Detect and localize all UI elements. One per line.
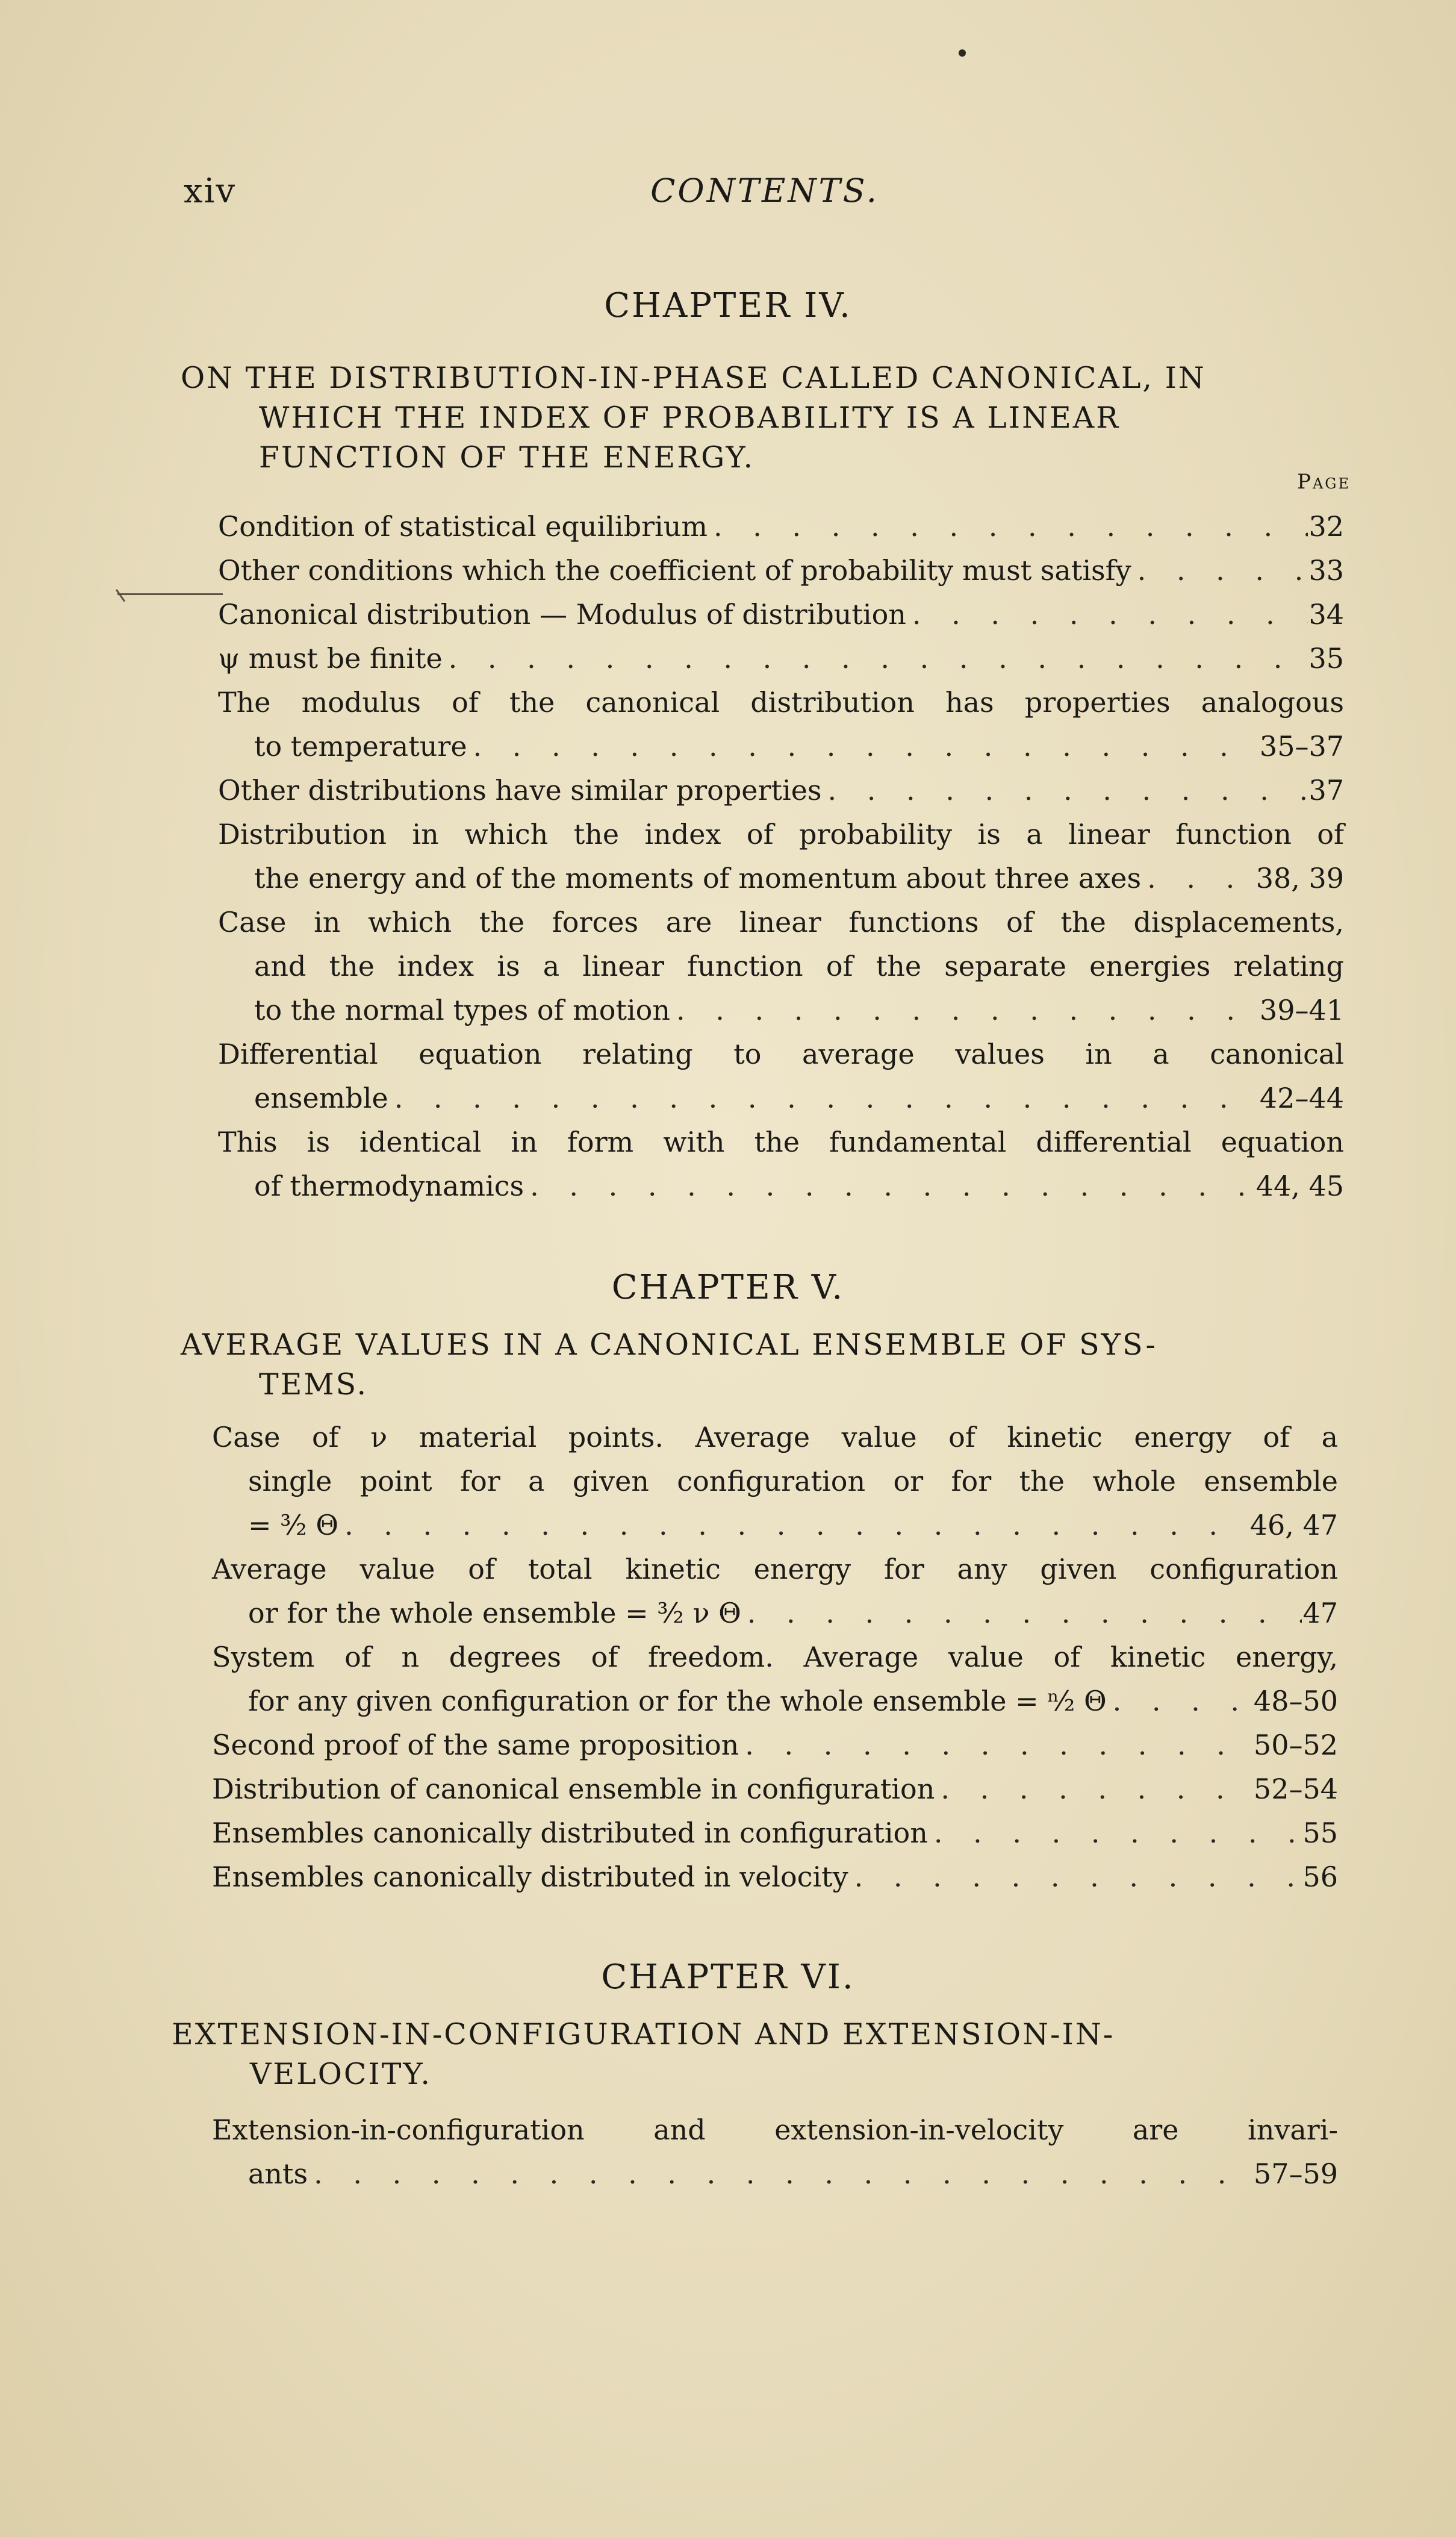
toc-page-reference: 55 <box>1302 1817 1338 1849</box>
toc-page-reference: 52–54 <box>1253 1773 1338 1805</box>
toc-entry <box>218 769 1344 813</box>
toc-entry-line <box>212 1591 1338 1635</box>
chapter-4-entries <box>218 505 1344 1208</box>
toc-entry-line <box>218 505 1344 549</box>
toc-entry-line <box>218 637 1344 681</box>
toc-entry-text: Average value of total kinetic energy for any given configuration <box>212 1553 1338 1585</box>
toc-entry-text: Ensembles canonically distributed in configuration <box>212 1817 928 1849</box>
dot-leaders <box>1141 857 1256 900</box>
dot-leaders <box>338 1503 1250 1547</box>
toc-page-reference: 48–50 <box>1253 1685 1338 1717</box>
dot-leaders <box>1107 1679 1254 1723</box>
toc-entry-text: This is identical in form with the fundamental differential equation <box>218 1126 1344 1158</box>
toc-entry-text: the energy and of the moments of momentum about three axes <box>254 862 1142 894</box>
toc-entry-line <box>212 1459 1338 1503</box>
dot-leaders <box>308 2152 1254 2196</box>
dot-leaders <box>848 1855 1302 1899</box>
chapter-4-title-line: FUNCTION OF THE ENERGY. <box>259 440 755 475</box>
toc-entry-line <box>212 2152 1338 2196</box>
toc-page-reference: 44, 45 <box>1255 1170 1344 1202</box>
chapter-5-title-line: AVERAGE VALUES IN A CANONICAL ENSEMBLE OF SYS- <box>181 1328 1157 1362</box>
toc-entry-line <box>218 681 1344 725</box>
toc-entry <box>212 1415 1338 1547</box>
toc-entry <box>212 1723 1338 1767</box>
toc-page-reference: 32 <box>1308 510 1344 543</box>
toc-entry-text: for any given configuration or for the whole ensemble = ⁿ⁄₂ Θ <box>248 1685 1107 1717</box>
chapter-6-title-line: VELOCITY. <box>250 2057 432 2091</box>
toc-entry-text: Case of ν material points. Average value of kinetic energy of a <box>212 1421 1338 1453</box>
toc-entry-text: Other conditions which the coefficient of probability must satisfy <box>218 554 1131 587</box>
chapter-6-title <box>172 2015 1304 2094</box>
page-number: xiv <box>184 172 237 211</box>
toc-entry-line <box>212 1811 1338 1855</box>
toc-entry <box>212 1547 1338 1635</box>
toc-page-reference: 37 <box>1308 774 1344 807</box>
toc-page-reference: 35–37 <box>1259 730 1344 763</box>
toc-entry-text: to temperature <box>254 730 467 763</box>
toc-entry-line <box>218 549 1344 593</box>
pencil-margin-mark <box>117 593 223 595</box>
toc-entry-line <box>212 2108 1338 2152</box>
toc-entry-text: Differential equation relating to average values in a canonical <box>218 1038 1344 1070</box>
toc-entry-line <box>218 813 1344 857</box>
dot-leaders <box>443 637 1308 681</box>
toc-entry-line <box>218 725 1344 769</box>
toc-entry-line <box>218 1120 1344 1164</box>
toc-entry <box>212 1811 1338 1855</box>
toc-entry-line <box>218 593 1344 637</box>
toc-page-reference: 38, 39 <box>1255 862 1344 894</box>
toc-page-reference: 50–52 <box>1253 1729 1338 1761</box>
toc-entry-line <box>218 857 1344 900</box>
toc-entry <box>212 1855 1338 1899</box>
chapter-6-heading: CHAPTER VI. <box>601 1958 855 1997</box>
toc-page-reference: 39–41 <box>1259 994 1344 1026</box>
toc-entry-line <box>212 1723 1338 1767</box>
page-column-label: Page <box>1297 470 1351 494</box>
chapter-4-heading: CHAPTER IV. <box>604 286 852 325</box>
toc-entry-line <box>212 1547 1338 1591</box>
toc-entry <box>218 813 1344 900</box>
toc-entry <box>218 1032 1344 1120</box>
toc-entry-line <box>212 1635 1338 1679</box>
toc-entry-text: Distribution in which the index of probability is a linear function of <box>218 818 1344 850</box>
toc-entry-text: and the index is a linear function of the separate energies relating <box>254 950 1344 982</box>
chapter-4-title-line: ON THE DISTRIBUTION-IN-PHASE CALLED CANONICAL, IN <box>181 361 1206 395</box>
toc-entry-line <box>212 1855 1338 1899</box>
toc-entry-text: ψ must be finite <box>218 642 443 675</box>
dot-leaders <box>388 1076 1260 1120</box>
running-head <box>184 172 1346 214</box>
toc-entry <box>218 593 1344 637</box>
toc-entry-line <box>218 988 1344 1032</box>
toc-entry-text: Canonical distribution — Modulus of distribution <box>218 598 906 631</box>
chapter-5-title-line: TEMS. <box>259 1367 369 1402</box>
toc-entry <box>218 505 1344 549</box>
chapter-6-title-line: EXTENSION-IN-CONFIGURATION AND EXTENSION-IN- <box>172 2017 1115 2052</box>
toc-page-reference: 34 <box>1308 598 1344 631</box>
toc-entry-text: or for the whole ensemble = ³⁄₂ ν Θ <box>248 1597 741 1629</box>
toc-entry-text: The modulus of the canonical distribution has properties analogous <box>218 686 1344 719</box>
toc-entry-text: = ³⁄₂ Θ <box>248 1509 339 1541</box>
dot-leaders <box>822 769 1308 813</box>
running-title: CONTENTS. <box>650 172 879 210</box>
toc-entry-text: Condition of statistical equilibrium <box>218 510 708 543</box>
dot-leaders <box>708 505 1308 549</box>
toc-page-reference: 46, 47 <box>1249 1509 1338 1541</box>
toc-page-reference: 57–59 <box>1253 2158 1338 2190</box>
toc-entry <box>212 2108 1338 2196</box>
dot-leaders <box>467 725 1260 769</box>
toc-entry <box>218 1120 1344 1208</box>
toc-entry-line <box>218 1076 1344 1120</box>
toc-entry <box>212 1767 1338 1811</box>
dot-leaders <box>670 988 1260 1032</box>
chapter-5-entries <box>212 1415 1338 1899</box>
toc-page-reference: 35 <box>1308 642 1344 675</box>
toc-entry-text: Case in which the forces are linear functions of the displacements, <box>218 906 1344 938</box>
toc-entry-line <box>218 900 1344 944</box>
toc-entry-text: Other distributions have similar properties <box>218 774 822 807</box>
toc-page-reference: 42–44 <box>1259 1082 1344 1114</box>
toc-entry-text: single point for a given configuration or for the whole ensemble <box>248 1465 1338 1497</box>
toc-entry-line <box>218 1032 1344 1076</box>
dot-leaders <box>524 1164 1256 1208</box>
toc-page-reference: 56 <box>1302 1861 1338 1893</box>
toc-entry-line <box>218 944 1344 988</box>
chapter-4-title <box>181 358 1313 478</box>
toc-entry <box>218 549 1344 593</box>
toc-entry-text: System of n degrees of freedom. Average value of kinetic energy, <box>212 1641 1338 1673</box>
toc-page-reference: 47 <box>1302 1597 1338 1629</box>
toc-entry <box>218 681 1344 769</box>
toc-entry-line <box>218 769 1344 813</box>
dot-leaders <box>928 1811 1302 1855</box>
toc-entry-text: ants <box>248 2158 308 2190</box>
toc-entry-line <box>212 1767 1338 1811</box>
dot-leaders <box>906 593 1308 637</box>
toc-entry-line <box>218 1164 1344 1208</box>
toc-page-reference: 33 <box>1308 554 1344 587</box>
chapter-5-heading: CHAPTER V. <box>611 1268 845 1307</box>
toc-entry-text: ensemble <box>254 1082 388 1114</box>
toc-entry <box>218 900 1344 1032</box>
toc-entry-text: Extension-in-configuration and extension-in-velocity are invari- <box>212 2114 1338 2146</box>
chapter-4-title-line: WHICH THE INDEX OF PROBABILITY IS A LINEAR <box>259 401 1121 435</box>
toc-entry-line <box>212 1503 1338 1547</box>
toc-entry <box>212 1635 1338 1723</box>
ink-speck <box>959 49 966 57</box>
toc-entry-text: to the normal types of motion <box>254 994 670 1026</box>
toc-entry-text: Distribution of canonical ensemble in configuration <box>212 1773 935 1805</box>
toc-entry <box>218 637 1344 681</box>
toc-entry-text: of thermodynamics <box>254 1170 524 1202</box>
toc-entry-text: Second proof of the same proposition <box>212 1729 739 1761</box>
toc-entry-line <box>212 1415 1338 1459</box>
dot-leaders <box>935 1767 1254 1811</box>
dot-leaders <box>739 1723 1254 1767</box>
toc-entry-line <box>212 1679 1338 1723</box>
dot-leaders <box>1131 549 1308 593</box>
chapter-5-title <box>181 1325 1313 1405</box>
toc-entry-text: Ensembles canonically distributed in velocity <box>212 1861 848 1893</box>
dot-leaders <box>741 1591 1302 1635</box>
chapter-6-entries <box>212 2108 1338 2196</box>
